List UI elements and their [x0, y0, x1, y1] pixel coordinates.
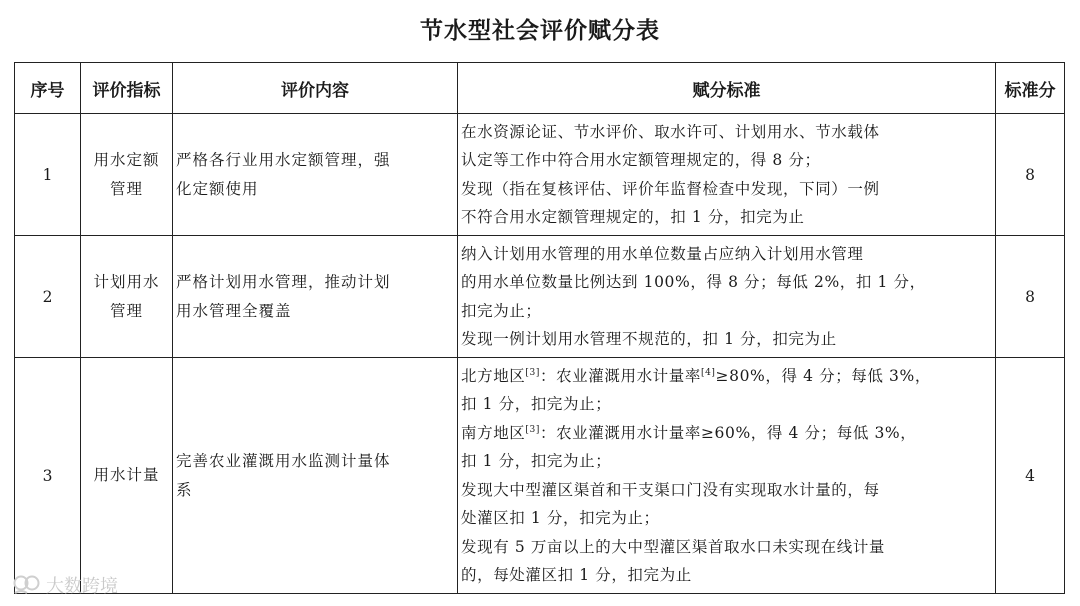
criteria-line: 不符合用水定额管理规定的，扣 1 分，扣完为止	[461, 208, 805, 226]
criteria-line	[461, 362, 992, 391]
indicator-line: 用水定额	[93, 150, 160, 169]
content-line: 严格各行业用水定额管理，强	[176, 150, 391, 169]
score-cell: 8	[996, 114, 1065, 236]
criteria-cell	[458, 236, 996, 358]
table-header-row	[15, 63, 1065, 114]
criteria-text: ：农业灌溉用水计量率≥60%，得 4 分；每低 3%，	[539, 423, 917, 442]
watermark	[12, 572, 118, 598]
footnote-ref: [3]	[525, 367, 540, 378]
footnote-ref: [4]	[700, 367, 716, 378]
row-number: 2	[15, 236, 81, 358]
criteria-text: 北方地区	[461, 366, 526, 385]
criteria-line: 纳入计划用水管理的用水单位数量占应纳入计划用水管理	[461, 244, 864, 263]
criteria-text: ≥80%，得 4 分；每低 3%，	[715, 366, 931, 385]
footnote-ref: [3]	[525, 424, 540, 435]
content-line: 系	[176, 480, 193, 499]
criteria-cell	[458, 114, 996, 236]
criteria-line: 扣完为止；	[461, 301, 542, 320]
header-number: 序号	[15, 63, 81, 114]
scoring-table	[14, 62, 1065, 594]
criteria-text: 南方地区	[461, 423, 526, 442]
criteria-line: 发现（指在复核评估、评价年监督检查中发现，下同）一例	[461, 179, 880, 198]
table-row	[15, 114, 1065, 236]
criteria-line: 在水资源论证、节水评价、取水许可、计划用水、节水载体	[461, 122, 880, 141]
content-line: 化定额使用	[176, 179, 259, 198]
criteria-line	[461, 419, 992, 448]
criteria-line: 的，每处灌区扣 1 分，扣完为止	[461, 566, 692, 584]
header-content: 评价内容	[173, 63, 458, 114]
indicator-line: 管理	[109, 179, 143, 198]
criteria-line: 扣 1 分，扣完为止；	[461, 395, 612, 413]
row-number: 1	[15, 114, 81, 236]
criteria-text: ：农业灌溉用水计量率	[539, 366, 701, 385]
indicator-line: 管理	[109, 301, 143, 320]
watermark-text: 大数跨境	[46, 576, 118, 597]
header-criteria: 赋分标准	[458, 63, 996, 114]
content-line: 用水管理全覆盖	[176, 301, 292, 320]
row-number: 3	[15, 358, 81, 594]
score-cell: 4	[996, 358, 1065, 594]
criteria-line: 的用水单位数量比例达到 100%，得 8 分；每低 2%，扣 1 分，	[461, 273, 926, 291]
criteria-line: 处灌区扣 1 分，扣完为止；	[461, 509, 660, 527]
score-cell: 8	[996, 236, 1065, 358]
table-row	[15, 358, 1065, 594]
watermark-logo-icon	[12, 573, 42, 597]
content-cell	[173, 358, 458, 594]
criteria-line: 发现一例计划用水管理不规范的，扣 1 分，扣完为止	[461, 330, 837, 348]
content-line: 严格计划用水管理，推动计划	[176, 272, 391, 291]
content-cell	[173, 236, 458, 358]
criteria-line: 认定等工作中符合用水定额管理规定的，得 8 分；	[461, 151, 821, 169]
content-line: 完善农业灌溉用水监测计量体	[176, 451, 391, 470]
criteria-cell	[458, 358, 996, 594]
header-indicator: 评价指标	[81, 63, 173, 114]
criteria-line: 发现大中型灌区渠首和干支渠口门没有实现取水计量的，每	[461, 480, 880, 499]
indicator-line: 计划用水	[93, 272, 160, 291]
page-title: 节水型社会评价赋分表	[420, 17, 660, 44]
header-standard-score: 标准分	[996, 63, 1065, 114]
indicator-cell	[81, 358, 173, 594]
table-row	[15, 236, 1065, 358]
indicator-line: 用水计量	[93, 466, 160, 484]
indicator-cell	[81, 114, 173, 236]
criteria-line: 发现有 5 万亩以上的大中型灌区渠首取水口未实现在线计量	[461, 537, 886, 556]
indicator-cell	[81, 236, 173, 358]
content-cell	[173, 114, 458, 236]
criteria-line: 扣 1 分，扣完为止；	[461, 452, 612, 470]
